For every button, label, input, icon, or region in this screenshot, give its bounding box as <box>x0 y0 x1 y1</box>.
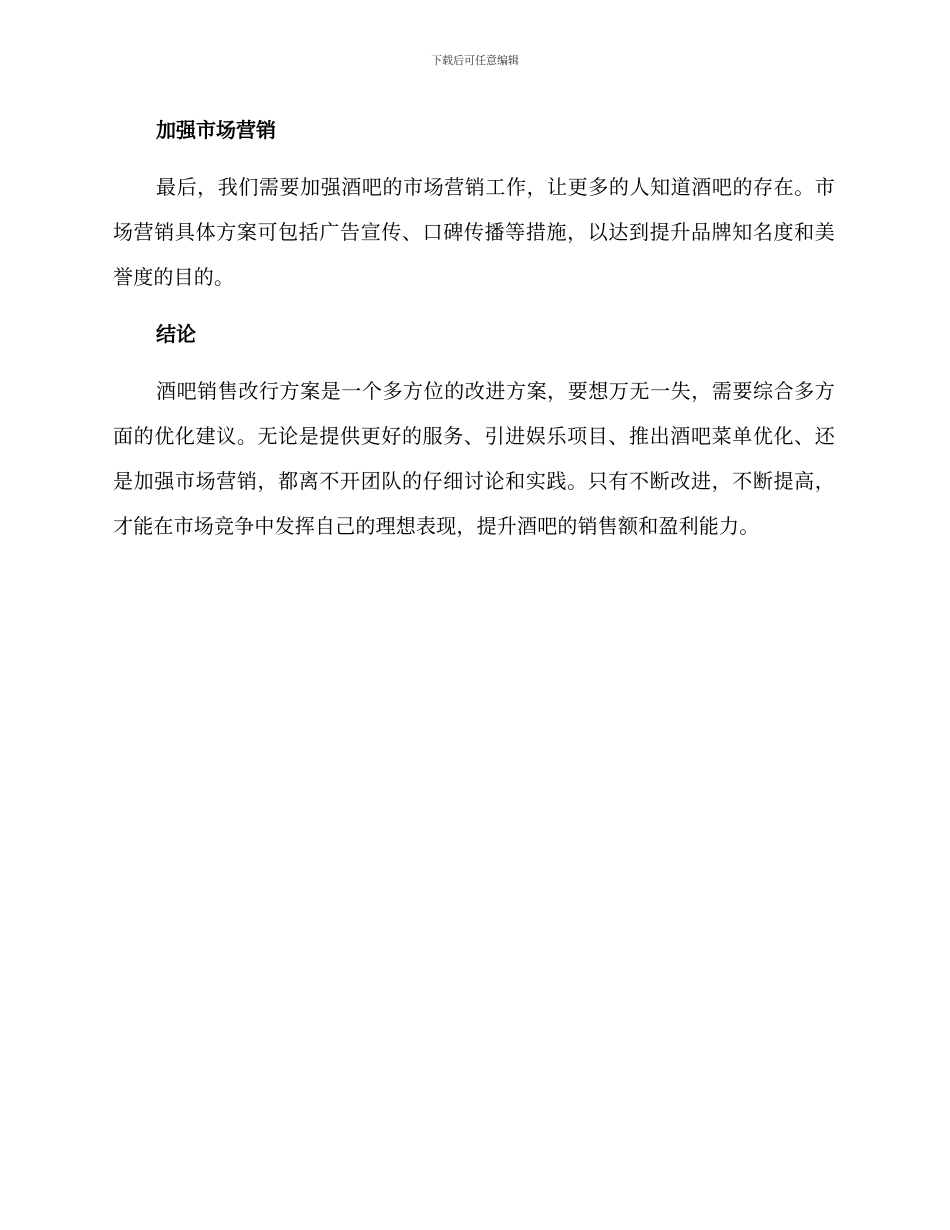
page-header: 下载后可任意编辑 <box>431 54 519 67</box>
paragraph-marketing: 最后，我们需要加强酒吧的市场营销工作，让更多的人知道酒吧的存在。市场营销具体方案可包括广告宣传、口碑传播等措施，以达到提升品牌知名度和美誉度的目的。 <box>113 175 835 289</box>
paragraph-conclusion: 酒吧销售改行方案是一个多方位的改进方案，要想万无一失，需要综合多方面的优化建议。无论是提供更好的服务、引进娱乐项目、推出酒吧菜单优化、还是加强市场营销，都离不开团队的仔细讨论和实践。只有不断改进，不断提高，才能在市场竞争中发挥自己的理想表现，提升酒吧的销售额和盈利能力。 <box>113 379 835 538</box>
section-heading-conclusion: 结论 <box>156 322 196 346</box>
document-body <box>113 108 835 549</box>
section-heading-marketing: 加强市场营销 <box>156 118 276 142</box>
